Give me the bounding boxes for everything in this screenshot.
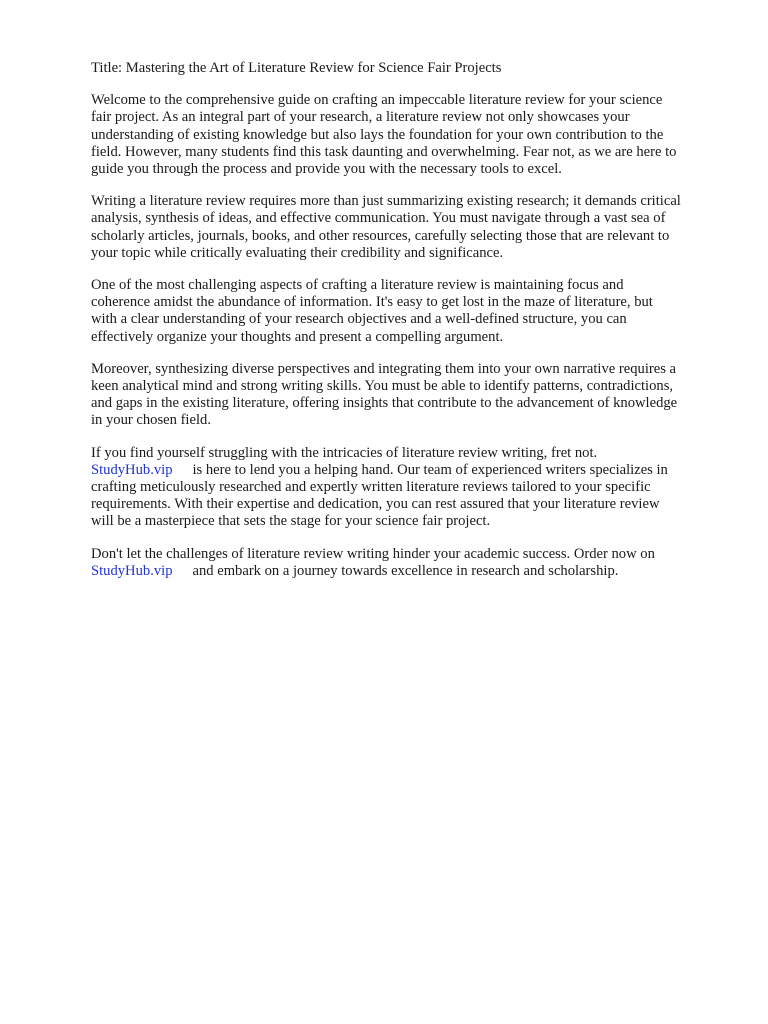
document-page bbox=[91, 60, 731, 595]
text-line: coherence amidst the abundance of information. It's easy to get lost in the maze of literature, but bbox=[91, 294, 653, 311]
text-line bbox=[91, 563, 731, 580]
studyhub-link[interactable]: StudyHub.vip bbox=[91, 461, 173, 478]
text-line: will be a masterpiece that sets the stage for your science fair project. bbox=[91, 513, 491, 530]
text-line: analysis, synthesis of ideas, and effective communication. You must navigate through a vast sea of bbox=[91, 210, 666, 227]
paragraph-order bbox=[91, 546, 731, 580]
text-line: requirements. With their expertise and dedication, you can rest assured that your literature review bbox=[91, 496, 660, 513]
text-segment: is here to lend you a helping hand. Our team of experienced writers specializes in bbox=[192, 461, 668, 478]
text-line: Moreover, synthesizing diverse perspectives and integrating them into your own narrative requires a bbox=[91, 360, 677, 377]
text-line: Writing a literature review requires more than just summarizing existing research; it demands critical bbox=[91, 193, 681, 210]
studyhub-link[interactable]: StudyHub.vip bbox=[91, 562, 173, 579]
document-title: Title: Mastering the Art of Literature Review for Science Fair Projects bbox=[91, 60, 502, 76]
text-line: If you find yourself struggling with the intricacies of literature review writing, fret not. bbox=[91, 444, 598, 461]
text-line: fair project. As an integral part of your research, a literature review not only showcases your bbox=[91, 109, 630, 126]
text-line: Welcome to the comprehensive guide on crafting an impeccable literature review for your science bbox=[91, 92, 663, 109]
text-line: scholarly articles, journals, books, and other resources, carefully selecting those that are relevant to bbox=[91, 227, 670, 244]
paragraph-synthesis bbox=[91, 361, 731, 430]
paragraph-intro bbox=[91, 92, 731, 178]
text-line: crafting meticulously researched and expertly written literature reviews tailored to your specific bbox=[91, 479, 651, 496]
text-line bbox=[91, 462, 731, 479]
text-line: and gaps in the existing literature, offering insights that contribute to the advancement of knowledge bbox=[91, 395, 678, 412]
text-line: field. However, many students find this task daunting and overwhelming. Fear not, as we are here to bbox=[91, 143, 677, 160]
paragraph-writing bbox=[91, 193, 731, 262]
text-line: effectively organize your thoughts and present a compelling argument. bbox=[91, 328, 504, 345]
paragraph-help bbox=[91, 445, 731, 531]
text-segment: and embark on a journey towards excellence in research and scholarship. bbox=[192, 562, 619, 579]
text-line: One of the most challenging aspects of crafting a literature review is maintaining focus and bbox=[91, 277, 624, 294]
text-line: keen analytical mind and strong writing skills. You must be able to identify patterns, contradictions, bbox=[91, 378, 674, 395]
text-line: your topic while critically evaluating their credibility and significance. bbox=[91, 244, 504, 261]
text-line: understanding of existing knowledge but also lays the foundation for your own contribution to the bbox=[91, 126, 664, 143]
text-line: guide you through the process and provide you with the necessary tools to excel. bbox=[91, 161, 562, 178]
paragraph-challenges bbox=[91, 277, 731, 346]
text-line: with a clear understanding of your research objectives and a well-defined structure, you can bbox=[91, 311, 627, 328]
text-line: Don't let the challenges of literature review writing hinder your academic success. Order now on bbox=[91, 545, 655, 562]
text-line: in your chosen field. bbox=[91, 412, 211, 429]
